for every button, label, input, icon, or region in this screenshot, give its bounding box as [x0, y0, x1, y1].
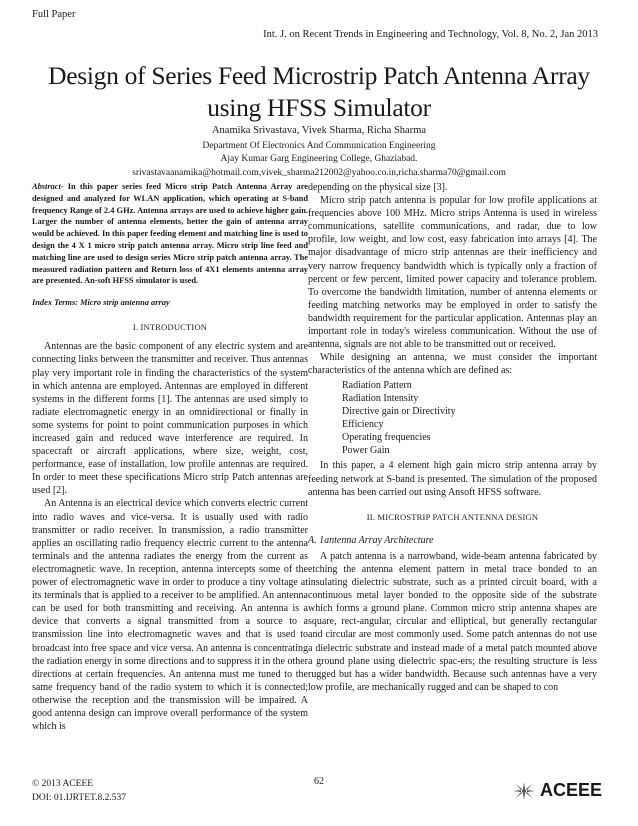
list-item: Radiation Pattern: [342, 380, 412, 392]
aceee-logo: [511, 780, 602, 801]
affiliation-department: Department Of Electronics And Communication Engineering: [202, 141, 436, 151]
doi: DOI: 01.IJRTET.8.2.537: [32, 793, 126, 803]
title-line-2: using HFSS Simulator: [207, 93, 431, 122]
affiliation-college: Ajay Kumar Garg Engineering College, Ghaziabad.: [220, 154, 418, 164]
page-number: 62: [314, 776, 324, 787]
index-terms: Index Terms: Micro strip antenna array: [32, 298, 170, 308]
list-item: Operating frequencies: [342, 432, 431, 444]
list-item: Directive gain or Directivity: [342, 406, 456, 418]
list-item: Radiation Intensity: [342, 393, 419, 405]
paragraph: An Antenna is an electrical device which converts electric current into radio waves and vice-versa. It is usually used with radio transmitter or radio receiver. In transmission, a radio transmitter applies an oscillating radio frequency electric current to the antenna terminals and the antenna radiates the energy from the current as electromagnetic wave. In reception, antenna intercepts some of the power of electromagnetic wave in order to produce a tiny voltage at its terminals that is applied to a receiver to be amplified. An antenna can be used for both transmitting and receiving. An antenna is a device that converts a signal transmitted from a source to a transmission line into electromagnetic waves and that is used to broadcast into free space and vice versa. An antenna is concentrating the radiation energy in some directions and to suppress it in the other directions at certain frequencies. An antenna must me tuned to the same frequency band of the radio system to which it is connected; otherwise the reception and the transmission will be impaired. A good antenna design can improve overall performance of the system which is: [32, 498, 308, 733]
logo-mark-icon: [511, 781, 537, 801]
right-column: [308, 181, 597, 694]
paragraph: Micro strip patch antenna is popular for low profile applications at frequencies above 100 MHz. Micro strips Antenna is used in wireless communications, satellite communications, and radar, due to low profile, low weight, and low cost, easy fabrication into arrays [4]. The major disadvantage of micro strip antennas are their inefficiency and very narrow frequency bandwidth which is typically only a fraction of percent or few percent, limited power capacity and tolerance problem. To overcome the bandwidth limitation, number of antenna elements or feeding matching networks may be employed in order to satisfy the bandwidth requirement for the particular application. Antennas play an important role in today's wireless communication. Without the use of antenna, signals are not able to be transmitted out or received.: [308, 195, 597, 351]
section-heading-introduction: I. INTRODUCTION: [132, 322, 208, 333]
abstract-text: In this paper series feed Micro strip Patch Antenna Array are designed and analyzed for WLAN application, which operating at S-band frequency Range of 2.4 GHz. Antenna arrays are used to achieve higher gain. Larger the number of antenna elements, better the gain of antenna array would be achieved. In this paper feeding element and matching line is used to design the 4 X 1 micro strip patch antenna array. Micro strip line feed and matching line are used to design series Micro strip patch antenna array. The measured radiation pattern and Return loss of 4X1 elements antenna array are presented. An-soft HFSS simulator is used.: [32, 182, 308, 286]
subsection-heading: A. 1antenna Array Architecture: [308, 534, 434, 546]
paper-title: [0, 60, 638, 124]
paragraph: A patch antenna is a narrowband, wide-beam antenna fabricated by etching the antenna element pattern in metal trace bonded to an insulating dielectric substrate, such as a printed circuit board, with a continuous metal layer bonded to the opposite side of the substrate which forms a ground plane. Common micro strip antenna shapes are square, rect-angular, circular and elliptical, but generally rectangular and circular are most commonly used. Some patch antennas do not use a dielectric substrate and instead made of a metal patch mounted above a ground plane using dielectric spac-ers; the resulting structure is less rugged but has a wider bandwidth. Because such antennas have a very low profile, are mechanically rugged and can be shaped to con: [308, 550, 597, 693]
paragraph: In this paper, a 4 element high gain micro strip antenna array by feeding network at S-band is presented. The simulation of the proposed antenna has been carried out using Ansoft HFSS software.: [308, 460, 597, 498]
section-heading-design: II. MICROSTRIP PATCH ANTENNA DESIGN: [366, 511, 539, 522]
list-item: Power Gain: [342, 445, 390, 457]
logo-text: ACEEE: [539, 780, 602, 800]
header-label: Full Paper: [32, 9, 76, 20]
author-emails: srivastavaanamika@hotmail.com,vivek_sharma212002@yahoo.co.in,richa.sharma70@gmail.com: [132, 168, 506, 178]
paragraph: depending on the physical size [3].: [308, 182, 448, 193]
abstract-label: Abstract-: [32, 182, 64, 191]
paragraph: Antennas are the basic component of any electric system and are connecting links between the transmitter and receiver. Thus antennas play very important role in finding the characteristics of the system in which antenna are employed. Antennas are employed in different systems in the different forms [1]. The antennas are used simply to radiate electromagnetic energy in an omnidirectional or finally in some systems for point to point communication purposes in which increased gain and reduced wave interference are required. In spacecraft or aircraft applications, where size, weight, cost, performance, ease of installation, low profile antennas are required. In order to meet these specifications Micro strip Patch antennas are used [2].: [32, 341, 308, 497]
journal-citation: Int. J. on Recent Trends in Engineering and Technology, Vol. 8, No. 2, Jan 2013: [263, 29, 598, 40]
characteristics-list: [342, 379, 597, 457]
list-item: Efficiency: [342, 419, 384, 431]
title-line-1: Design of Series Feed Microstrip Patch Antenna Array: [48, 61, 590, 90]
left-column: [32, 181, 308, 733]
abstract: [32, 181, 308, 287]
authors: Anamika Srivastava, Vivek Sharma, Richa Sharma: [211, 125, 427, 136]
paragraph: While designing an antenna, we must consider the important characteristics of the antenna which are defined as:: [308, 352, 597, 377]
copyright: © 2013 ACEEE: [32, 779, 94, 789]
